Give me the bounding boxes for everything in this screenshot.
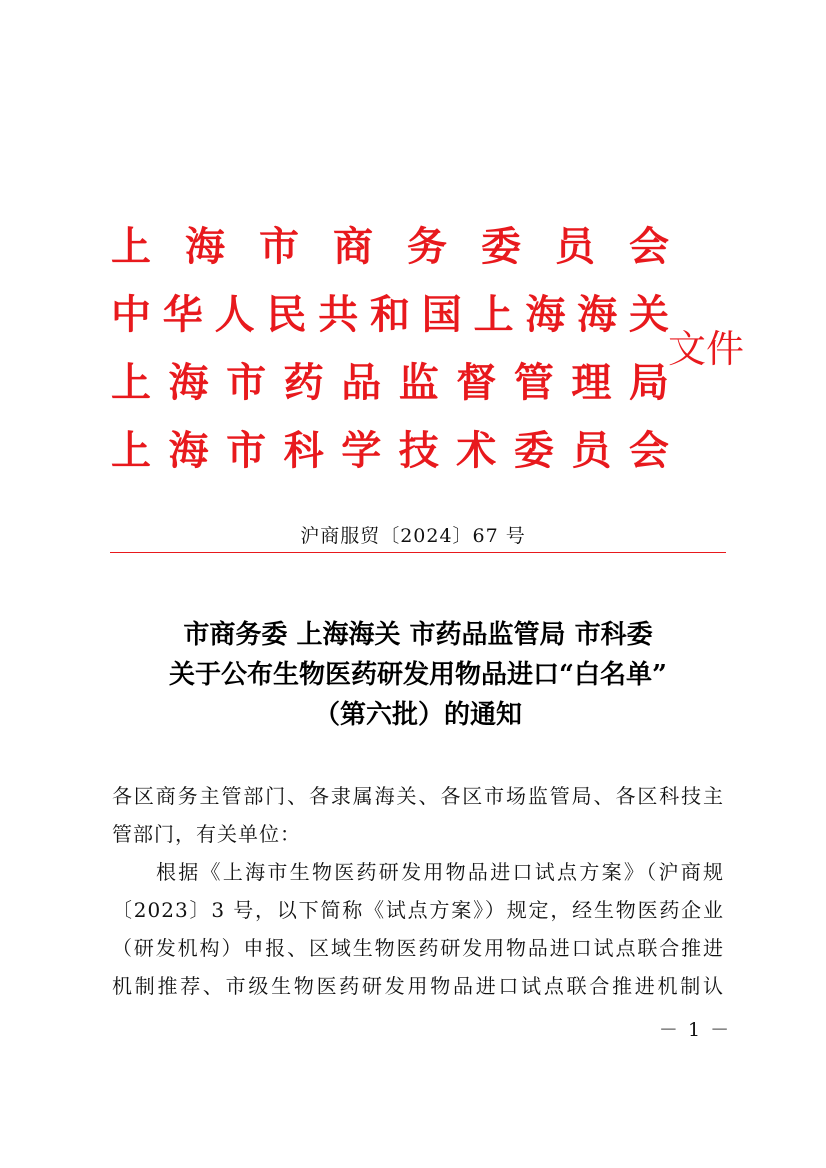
org-char: 会	[628, 427, 669, 474]
org-char: 会	[629, 223, 669, 270]
title-line-1: 市商务委 上海海关 市药品监管局 市科委	[183, 620, 653, 650]
org-char: 上	[111, 223, 151, 270]
org-line-science	[110, 417, 670, 485]
org-char: 上	[111, 427, 151, 474]
org-char: 监	[398, 359, 439, 406]
org-char: 理	[571, 359, 612, 406]
issuing-authorities	[110, 213, 670, 485]
org-char: 务	[407, 223, 447, 270]
org-char: 上	[473, 291, 514, 338]
org-char: 品	[341, 359, 382, 406]
org-char: 市	[259, 223, 299, 270]
org-char: 管	[513, 359, 554, 406]
org-char: 市	[226, 427, 267, 474]
org-char: 技	[398, 427, 439, 474]
org-char: 委	[481, 223, 521, 270]
org-char: 和	[369, 291, 410, 338]
document-title	[100, 615, 736, 735]
title-line-2: 关于公布生物医药研发用物品进口“白名单”	[169, 660, 667, 690]
paragraph-line-4: 机制推荐、市级生物医药研发用物品进口试点联合推进机制认	[112, 974, 724, 998]
org-char: 上	[111, 359, 151, 406]
org-line-customs	[110, 281, 670, 349]
document-suffix: 文件	[668, 327, 745, 371]
red-divider-line	[110, 552, 726, 553]
org-char: 关	[628, 291, 669, 338]
org-line-drug-admin	[110, 349, 670, 417]
org-char: 海	[525, 291, 566, 338]
document-number: 沪商服贸〔2024〕67 号	[300, 525, 526, 547]
org-char: 海	[185, 223, 225, 270]
org-char: 术	[456, 427, 497, 474]
org-char: 学	[341, 427, 382, 474]
org-char: 商	[333, 223, 373, 270]
org-char: 华	[162, 291, 203, 338]
org-char: 局	[628, 359, 669, 406]
org-line-commerce	[110, 213, 670, 281]
title-line-3: （第六批）的通知	[313, 700, 522, 730]
salutation-line-1: 各区商务主管部门、各隶属海关、各区市场监管局、各区科技主	[112, 784, 724, 808]
org-char: 市	[226, 359, 267, 406]
org-char: 科	[283, 427, 324, 474]
org-char: 共	[318, 291, 359, 338]
org-char: 海	[577, 291, 618, 338]
org-char: 国	[421, 291, 462, 338]
org-char: 药	[283, 359, 324, 406]
org-char: 员	[571, 427, 612, 474]
document-body	[112, 777, 724, 1005]
org-char: 员	[555, 223, 595, 270]
page-number: － 1 －	[658, 1019, 732, 1041]
org-char: 海	[168, 359, 209, 406]
org-char: 民	[266, 291, 307, 338]
paragraph-line-3: （研发机构）申报、区域生物医药研发用物品进口试点联合推进	[112, 936, 724, 960]
org-char: 委	[513, 427, 554, 474]
paragraph-line-1: 根据《上海市生物医药研发用物品进口试点方案》（沪商规	[156, 860, 724, 884]
org-char: 中	[111, 291, 151, 338]
salutation-line-2: 管部门，有关单位：	[112, 822, 301, 846]
org-char: 海	[168, 427, 209, 474]
paragraph-line-2: 〔2023〕3 号，以下简称《试点方案》）规定，经生物医药企业	[112, 898, 724, 922]
org-char: 督	[456, 359, 497, 406]
org-char: 人	[214, 291, 255, 338]
